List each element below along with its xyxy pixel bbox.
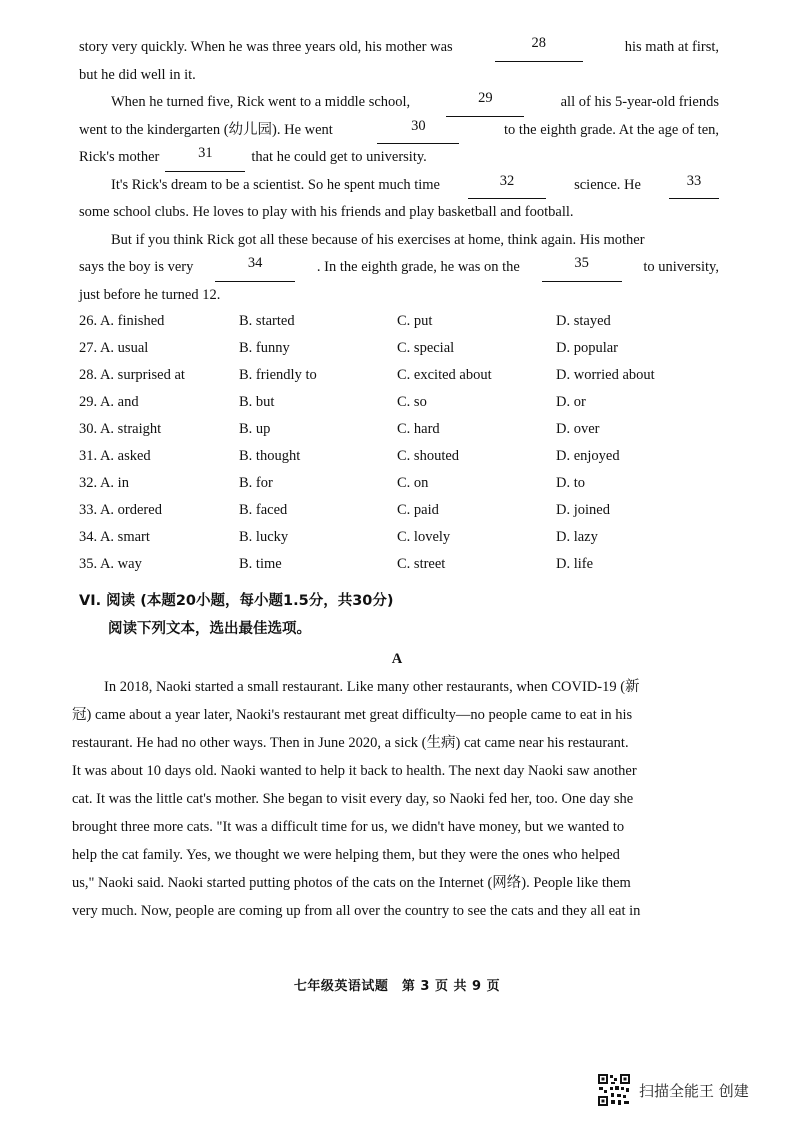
option-b: B. time — [239, 556, 282, 572]
option-a: 30. A. straight — [79, 421, 162, 437]
cloze-line-10 — [79, 282, 719, 310]
option-b: B. thought — [239, 448, 301, 464]
qr-code-icon — [597, 1073, 631, 1107]
option-b: B. up — [239, 421, 271, 437]
option-b: B. lucky — [239, 529, 289, 545]
option-d: D. enjoyed — [556, 448, 620, 464]
cloze-line-6 — [79, 172, 719, 200]
option-row — [79, 524, 719, 551]
option-b: B. started — [239, 313, 295, 329]
cloze-text: But if you think Rick got all these because of his exercises at home, think again. His mother — [111, 231, 645, 248]
option-d: D. or — [556, 394, 586, 410]
option-row — [79, 470, 719, 497]
option-row — [79, 389, 719, 416]
option-c: C. special — [397, 340, 455, 356]
cloze-text: When he turned five, Rick went to a middle school, — [111, 94, 411, 110]
cloze-text: just before he turned 12. — [79, 286, 221, 303]
scanner-watermark: 扫描全能王 创建 — [639, 1082, 749, 1100]
reading-passage — [72, 673, 712, 925]
cloze-text: went to the kindergarten (幼儿园). He went — [79, 121, 333, 138]
page-footer: 七年级英语试题 第 3 页 共 9 页 — [293, 979, 501, 994]
cloze-text: to university, — [643, 259, 719, 275]
cloze-text: his math at first, — [624, 39, 719, 55]
option-b: B. faced — [239, 502, 288, 518]
option-d: D. to — [556, 475, 585, 491]
passage-line: In 2018, Naoki started a small restaurant. Like many other restaurants, when COVID-19 (新 — [104, 679, 640, 695]
option-a: 29. A. and — [79, 394, 139, 410]
blank-30: 30 — [377, 117, 459, 145]
blank-33: 33 — [669, 172, 719, 200]
blank-34: 34 — [215, 254, 295, 282]
passage-line: restaurant. He had no other ways. Then in June 2020, a sick (生病) cat came near his restaurant. — [72, 735, 629, 751]
option-d: D. joined — [556, 502, 610, 518]
option-a: 28. A. surprised at — [79, 367, 185, 383]
cloze-text: says the boy is very — [79, 259, 194, 275]
cloze-text: all of his 5-year-old friends — [560, 94, 719, 110]
option-d: D. worried about — [556, 367, 655, 383]
option-d: D. lazy — [556, 529, 598, 545]
answer-options — [79, 308, 719, 578]
passage-line: cat. It was the little cat's mother. She began to visit every day, so Naoki fed her, too. One day she — [72, 791, 634, 807]
option-a: 34. A. smart — [79, 529, 150, 545]
cloze-line-2 — [79, 62, 719, 90]
option-c: C. paid — [397, 502, 439, 518]
passage-line: us," Naoki said. Naoki started putting photos of the cats on the Internet (网络). People like them — [72, 875, 631, 891]
blank-29: 29 — [446, 89, 524, 117]
option-row — [79, 551, 719, 578]
blank-31: 31 — [165, 144, 245, 172]
cloze-passage — [79, 34, 719, 309]
option-a: 27. A. usual — [79, 340, 149, 356]
passage-line: very much. Now, people are coming up from all over the country to see the cats and they all eat in — [72, 903, 641, 919]
cloze-line-8 — [79, 227, 719, 255]
cloze-line-9 — [79, 254, 719, 282]
option-row — [79, 335, 719, 362]
cloze-text: some school clubs. He loves to play with his friends and play basketball and football. — [79, 204, 574, 220]
cloze-text: science. He — [574, 176, 641, 193]
passage-title: A — [391, 651, 403, 667]
option-c: C. excited about — [397, 367, 492, 383]
passage-line: It was about 10 days old. Naoki wanted to help it back to health. The next day Naoki saw another — [72, 763, 637, 779]
cloze-line-4 — [79, 117, 719, 145]
option-c: C. street — [397, 556, 446, 572]
option-row — [79, 362, 719, 389]
option-b: B. friendly to — [239, 367, 317, 383]
cloze-text: Rick's mother — [79, 149, 160, 165]
cloze-text: but he did well in it. — [79, 66, 196, 83]
option-c: C. put — [397, 313, 433, 329]
option-c: C. on — [397, 475, 429, 491]
passage-line: 冠) came about a year later, Naoki's restaurant met great difficulty—no people came to eat in his — [72, 707, 633, 723]
cloze-text: It's Rick's dream to be a scientist. So he spent much time — [111, 176, 440, 193]
option-b: B. for — [239, 475, 273, 491]
cloze-line-7 — [79, 199, 719, 227]
section-instruction: 阅读下列文本，选出最佳选项。 — [108, 621, 311, 637]
blank-35: 35 — [542, 254, 622, 282]
cloze-text: . In the eighth grade, he was on the — [316, 259, 520, 275]
option-a: 33. A. ordered — [79, 502, 162, 518]
option-d: D. popular — [556, 340, 619, 356]
blank-32: 32 — [468, 172, 546, 200]
option-d: D. stayed — [556, 313, 611, 329]
blank-28: 28 — [495, 34, 583, 62]
option-c: C. hard — [397, 421, 440, 437]
cloze-line-1 — [79, 34, 719, 62]
option-d: D. life — [556, 556, 594, 572]
option-row — [79, 443, 719, 470]
section-heading: VI. 阅读 (本题20小题，每小题1.5分，共30分) — [79, 593, 394, 609]
cloze-line-5 — [79, 144, 719, 172]
option-c: C. so — [397, 394, 427, 410]
option-b: B. funny — [239, 340, 290, 356]
option-row — [79, 497, 719, 524]
option-a: 31. A. asked — [79, 448, 151, 464]
cloze-text: that he could get to university. — [251, 149, 427, 165]
option-row — [79, 416, 719, 443]
option-row — [79, 308, 719, 335]
option-a: 26. A. finished — [79, 313, 165, 329]
option-a: 35. A. way — [79, 556, 142, 572]
passage-line: help the cat family. Yes, we thought we were helping them, but they were the ones who helped — [72, 847, 620, 863]
cloze-text: story very quickly. When he was three years old, his mother was — [79, 39, 453, 55]
passage-line: brought three more cats. "It was a difficult time for us, we didn't have money, but we wanted to — [72, 819, 625, 835]
option-b: B. but — [239, 394, 275, 410]
option-a: 32. A. in — [79, 475, 129, 491]
option-d: D. over — [556, 421, 600, 437]
cloze-text: to the eighth grade. At the age of ten, — [503, 121, 719, 138]
option-c: C. lovely — [397, 529, 451, 545]
cloze-line-3 — [79, 89, 719, 117]
option-c: C. shouted — [397, 448, 460, 464]
